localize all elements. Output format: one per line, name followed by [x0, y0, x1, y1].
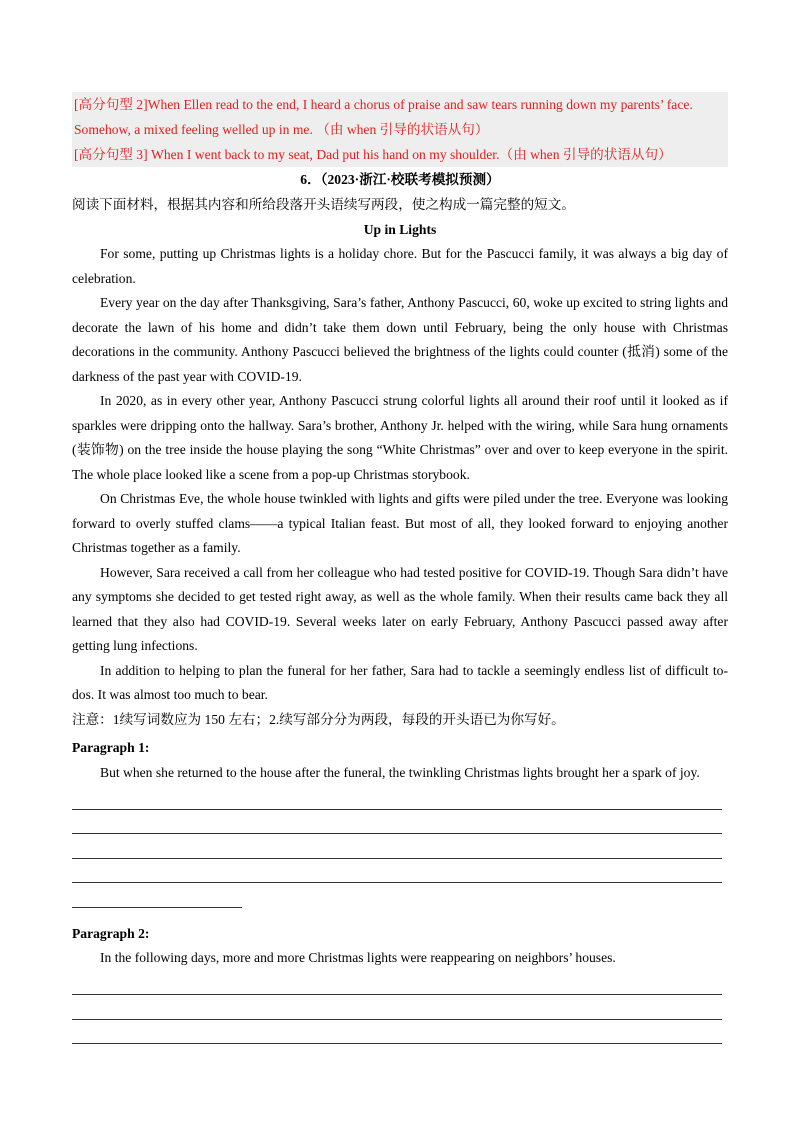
passage-paragraph: For some, putting up Christmas lights is a holiday chore. But for the Pascucci family, it was always a big day of celebration.	[72, 246, 728, 286]
writing-line[interactable]	[72, 834, 722, 859]
writing-line[interactable]	[72, 1020, 722, 1045]
highlight-line-2: Somehow, a mixed feeling welled up in me. （由 when 引导的状语从句）	[74, 122, 489, 137]
writing-line[interactable]	[72, 859, 722, 884]
passage-paragraph: In addition to helping to plan the funeral for her father, Sara had to tackle a seemingly endless list of difficult to-dos. It was almost too much to bear.	[72, 662, 728, 702]
passage-title: Up in Lights	[363, 222, 437, 237]
instruction-text: 阅读下面材料，根据其内容和所给段落开头语续写两段，使之构成一篇完整的短文。	[72, 197, 575, 212]
document-page	[72, 92, 728, 1044]
paragraph-2-label: Paragraph 2:	[72, 925, 150, 941]
passage-paragraph: However, Sara received a call from her colleague who had tested positive for COVID-19. Though Sara didn’t have any symptoms she decided to get tested right away, as well as the whole family. When their results came back they all learned that they also had COVID-19. Several weeks later on early February, Anthony Pascucci passed away after getting lung infections.	[72, 564, 728, 653]
question-header: 6．（2023·浙江·校联考模拟预测）	[300, 172, 500, 187]
passage-paragraph: Every year on the day after Thanksgiving, Sara’s father, Anthony Pascucci, 60, woke up excited to string lights and decorate the lawn of his home and didn’t take them down until February, being the only house with Christmas decorations in the community. Anthony Pascucci believed the brightness of the lights could counter (抵消) some of the darkness of the past year with COVID-19.	[72, 295, 728, 384]
highlight-sentences	[72, 92, 728, 167]
writing-line[interactable]	[72, 883, 242, 908]
writing-line[interactable]	[72, 971, 722, 996]
passage-paragraph: On Christmas Eve, the whole house twinkled with lights and gifts were piled under the tree. Everyone was looking forward to overly stuffed clams——a typical Italian feast. But most of all, they looked forward to enjoying another Christmas together as a family.	[72, 491, 728, 555]
paragraph-1-label: Paragraph 1:	[72, 740, 150, 755]
passage-paragraph: In 2020, as in every other year, Anthony Pascucci strung colorful lights all around their roof until it looked as if sparkles were dripping onto the hallway. Sara’s brother, Anthony Jr. helped with the wiring, while Sara hung ornaments (装饰物) on the tree inside the house playing the song “White Christmas” over and over to keep everyone in the spirit. The whole place looked like a scene from a pop-up Christmas storybook.	[72, 393, 728, 482]
paragraph-2-opener: In the following days, more and more Christmas lights were reappearing on neighbors’ houses.	[100, 950, 616, 965]
writing-note: 注意：1续写词数应为 150 左右；2.续写部分分为两段，每段的开头语已为你写好。	[72, 711, 565, 727]
highlight-line-1: [高分句型 2]When Ellen read to the end, I heard a chorus of praise and saw tears running down my parents’ face.	[74, 97, 693, 112]
writing-line[interactable]	[72, 810, 722, 835]
paragraph-1-opener: But when she returned to the house after the funeral, the twinkling Christmas lights brought her a spark of joy.	[100, 764, 700, 780]
writing-line[interactable]	[72, 995, 722, 1020]
writing-line[interactable]	[72, 785, 722, 810]
highlight-line-3: [高分句型 3] When I went back to my seat, Dad put his hand on my shoulder.（由 when 引导的状语从句）	[74, 147, 672, 162]
